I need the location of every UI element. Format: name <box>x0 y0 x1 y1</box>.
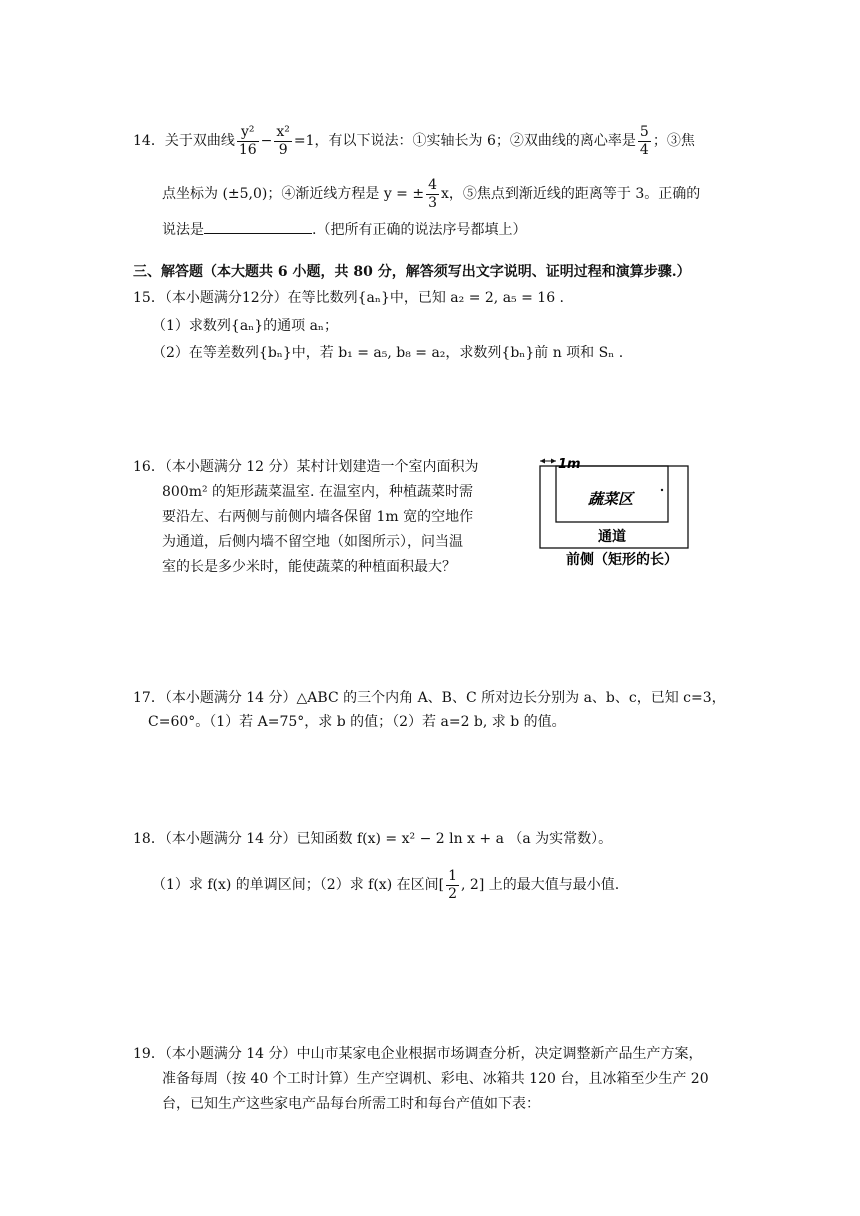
q16-line-4: 为通道，后侧内墙不留空地（如图所示），问当温 <box>162 534 463 550</box>
dim-label: 1m <box>558 457 581 472</box>
fraction-4-3: $\frac{4}{3}$ <box>428 176 438 211</box>
dot-mark <box>661 489 663 491</box>
vegetable-area-label: 蔬菜区 <box>588 490 634 508</box>
q15-line-1: 15．（本小题满分12分）在等比数列{aₙ}中，已知 a₂ = 2, a₅ = 16 . <box>133 290 564 306</box>
q17-line-2: C=60°。（1）若 A=75°，求 b 的值；（2）若 a=2 b, 求 b 的值。 <box>148 714 566 730</box>
q19-line-3: 台，已知生产这些家电产品每台所需工时和每台产值如下表： <box>162 1096 540 1112</box>
arrow-right-icon <box>551 459 556 464</box>
q16-line-5: 室的长是多少米时，能使蔬菜的种植面积最大？ <box>162 559 456 575</box>
greenhouse-diagram <box>536 456 696 572</box>
q14-line-1: 14．关于双曲线 $\frac{\text{y²}}{16}$ − $\frac{\text{x²}}{9}$ =1，有以下说法：①实轴长为 6；②双曲线的离心率是 $\frac{5}{4}$ ；③焦 <box>133 123 695 158</box>
fraction-x2-9: $\frac{\text{x²}}{9}$ <box>276 123 290 158</box>
q18-line-2: （1）求 f(x) 的单调区间；（2）求 f(x) 在区间[ $\frac{1}{2}$ , 2] 上的最大值与最小值. <box>152 867 620 902</box>
q15-line-3: （2）在等差数列{bₙ}中，若 b₁ = a₅, b₈ = a₂，求数列{bₙ}前 n 项和 Sₙ . <box>152 345 624 361</box>
fraction-5-4: $\frac{5}{4}$ <box>639 123 649 158</box>
q18-line-1: 18．（本小题满分 14 分）已知函数 f(x) = x² − 2 ln x + a （a 为实常数）。 <box>133 831 613 847</box>
q17-line-1: 17．（本小题满分 14 分）△ABC 的三个内角 A、B、C 所对边长分别为 a、b、c，已知 c=3， <box>133 690 726 706</box>
channel-label: 通道 <box>598 529 626 545</box>
arrow-left-icon <box>540 459 545 464</box>
q16-line-3: 要沿左、右两侧与前侧内墙各保留 1m 宽的空地作 <box>162 509 474 525</box>
q14-line-3: 说法是 .（把所有正确的说法序号都填上） <box>162 219 526 240</box>
answer-blank[interactable] <box>204 219 312 234</box>
q14-line-2: 点坐标为 (±5,0)；④渐近线方程是 y = ± $\frac{4}{3}$ x，⑤焦点到渐近线的距离等于 3。正确的 <box>162 176 701 211</box>
section-title: 三、解答题（本大题共 6 小题，共 80 分，解答须写出文字说明、证明过程和演算步骤.） <box>133 264 691 280</box>
q16-line-2: 800m² 的矩形蔬菜温室. 在温室内，种植蔬菜时需 <box>162 484 473 500</box>
fraction-1-2: $\frac{1}{2}$ <box>448 867 458 902</box>
q16-line-1: 16．（本小题满分 12 分）某村计划建造一个室内面积为 <box>133 459 479 475</box>
q15-line-2: （1）求数列{aₙ}的通项 aₙ； <box>152 318 338 334</box>
q19-line-1: 19．（本小题满分 14 分）中山市某家电企业根据市场调查分析，决定调整新产品生产方案， <box>133 1046 703 1062</box>
q19-line-2: 准备每周（按 40 个工时计算）生产空调机、彩电、冰箱共 120 台，且冰箱至少生产 20 <box>162 1071 709 1087</box>
fraction-y2-16: $\frac{\text{y²}}{16}$ <box>238 123 257 158</box>
figure-caption: 前侧（矩形的长） <box>566 552 678 568</box>
